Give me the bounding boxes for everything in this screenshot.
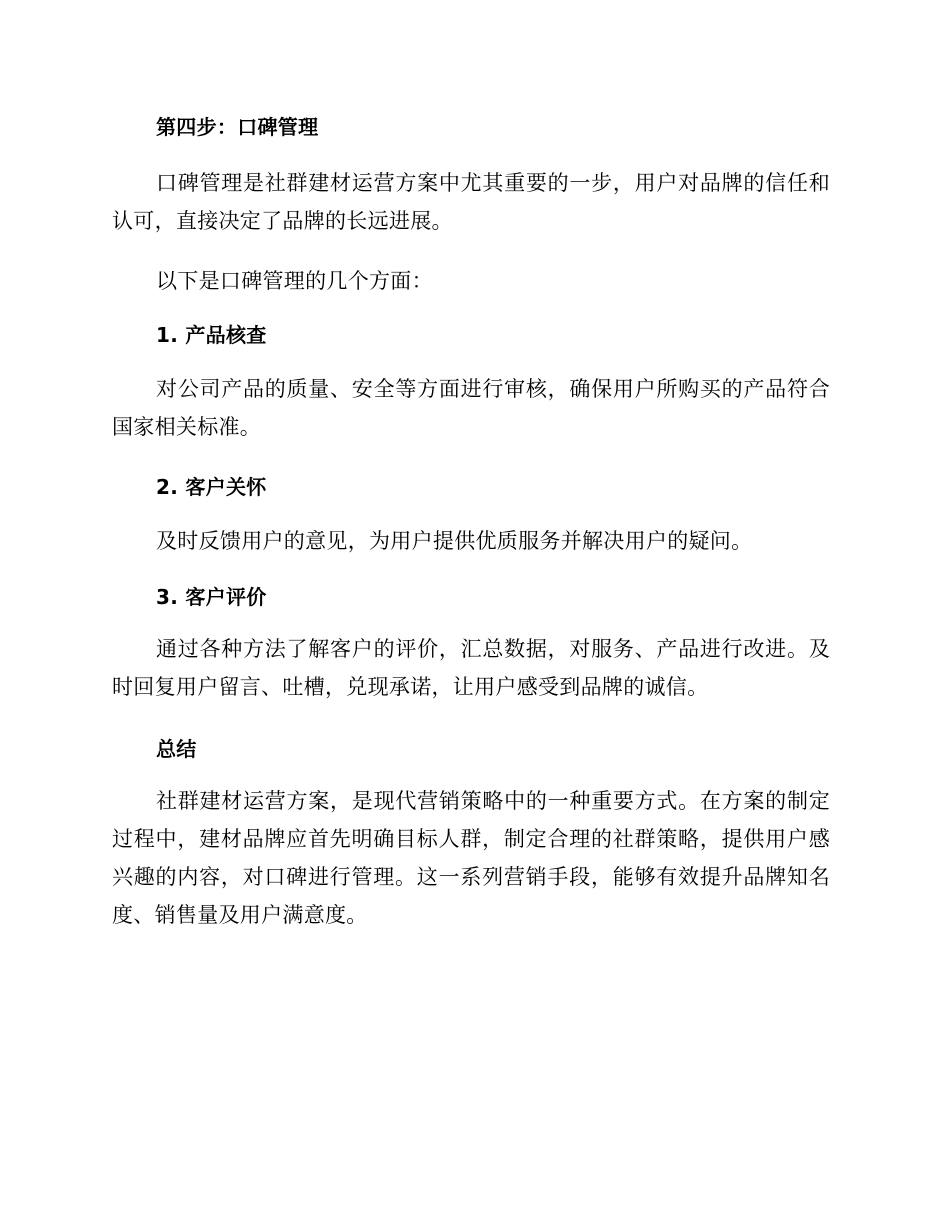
step4-heading: 第四步：口碑管理 [156,115,319,139]
aspects-intro-paragraph: 以下是口碑管理的几个方面： [156,269,433,293]
section2-paragraph: 及时反馈用户的意见，为用户提供优质服务并解决用户的疑问。 [156,529,753,553]
section1-paragraph: 对公司产品的质量、安全等方面进行审核，确保用户所购买的产品符合国家相关标准。 [112,377,830,439]
section3-heading: 3. 客户评价 [156,585,267,609]
summary-heading: 总结 [156,737,197,761]
step4-intro-paragraph: 口碑管理是社群建材运营方案中尤其重要的一步，用户对品牌的信任和认可，直接决定了品牌的长远进展。 [112,171,830,233]
section1-heading: 1. 产品核查 [156,323,267,347]
summary-paragraph: 社群建材运营方案，是现代营销策略中的一种重要方式。在方案的制定过程中，建材品牌应首先明确目标人群，制定合理的社群策略，提供用户感兴趣的内容，对口碑进行管理。这一系列营销手段，能够有效提升品牌知名度、销售量及用户满意度。 [112,789,830,927]
section3-paragraph: 通过各种方法了解客户的评价，汇总数据，对服务、产品进行改进。及时回复用户留言、吐槽，兑现承诺，让用户感受到品牌的诚信。 [112,637,830,699]
section2-heading: 2. 客户关怀 [156,475,267,499]
